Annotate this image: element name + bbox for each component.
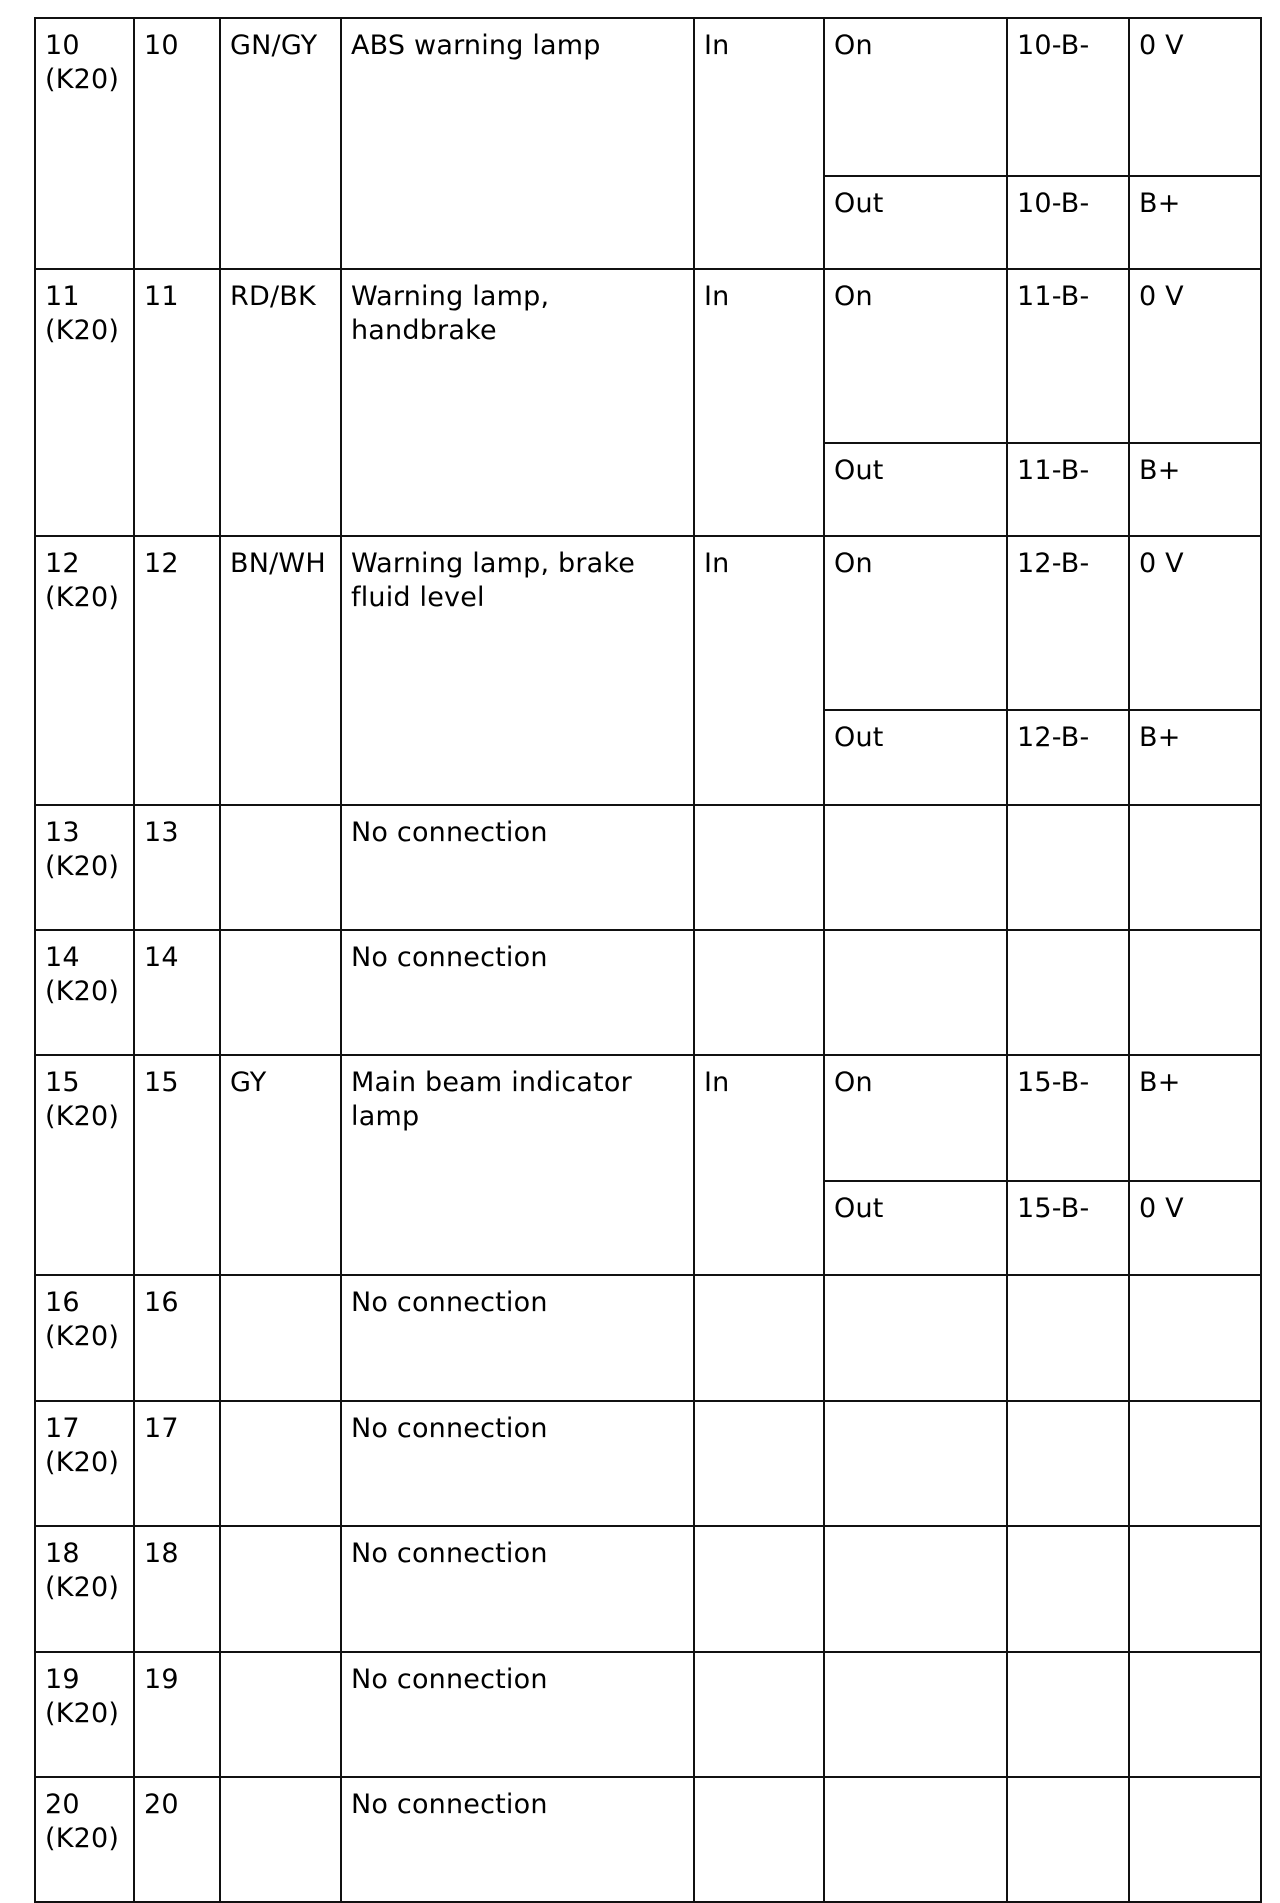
pin-table-body: [35, 18, 1261, 1902]
measurement-cell: [1007, 443, 1129, 536]
state-cell: [824, 176, 1007, 269]
value-cell: [1129, 805, 1261, 930]
description-cell: [341, 1401, 694, 1526]
value-cell: [1129, 1526, 1261, 1652]
measurement-cell-text: 15-B-: [1017, 1193, 1090, 1224]
pin-number-cell: [35, 269, 134, 536]
description-cell-text: No connection: [351, 1664, 548, 1695]
value-cell: [1129, 1777, 1261, 1902]
measurement-cell: [1007, 710, 1129, 805]
wire-colour-cell: [220, 1401, 341, 1526]
wire-colour-cell-text: GY: [230, 1067, 267, 1098]
cavity-cell: [134, 805, 220, 930]
direction-cell: [694, 536, 824, 805]
cavity-cell: [134, 1401, 220, 1526]
wire-colour-cell-text: RD/BK: [230, 281, 316, 312]
pin-number-cell-text: 13 (K20): [45, 817, 120, 882]
value-cell: [1129, 930, 1261, 1055]
wire-colour-cell: [220, 536, 341, 805]
description-cell: [341, 1526, 694, 1652]
direction-cell: [694, 269, 824, 536]
value-cell: [1129, 443, 1261, 536]
cavity-cell-text: 10: [144, 30, 179, 61]
description-cell-text: Warning lamp, handbrake: [351, 281, 550, 346]
description-cell-text: ABS warning lamp: [351, 30, 601, 61]
cavity-cell-text: 16: [144, 1287, 179, 1318]
cavity-cell-text: 13: [144, 817, 179, 848]
pin-number-cell-text: 14 (K20): [45, 942, 120, 1007]
pin-number-cell-text: 15 (K20): [45, 1067, 120, 1132]
wire-colour-cell: [220, 1055, 341, 1275]
pin-number-cell-text: 10 (K20): [45, 30, 120, 95]
measurement-cell-text: 12-B-: [1017, 548, 1090, 579]
cavity-cell-text: 14: [144, 942, 179, 973]
pin-number-cell: [35, 805, 134, 930]
value-cell: [1129, 18, 1261, 176]
state-cell: [824, 269, 1007, 443]
description-cell: [341, 536, 694, 805]
measurement-cell: [1007, 1401, 1129, 1526]
pin-number-cell-text: 11 (K20): [45, 281, 120, 346]
pin-number-cell: [35, 1652, 134, 1777]
direction-cell: [694, 18, 824, 269]
value-cell-text: B+: [1139, 455, 1181, 486]
direction-cell: [694, 1055, 824, 1275]
state-cell-text: Out: [834, 1193, 884, 1224]
cavity-cell: [134, 1526, 220, 1652]
value-cell: [1129, 1652, 1261, 1777]
measurement-cell-text: 12-B-: [1017, 722, 1090, 753]
table-row: [35, 930, 1261, 1055]
wire-colour-cell: [220, 1652, 341, 1777]
value-cell-text: B+: [1139, 1067, 1181, 1098]
value-cell-text: 0 V: [1139, 548, 1184, 579]
value-cell-text: 0 V: [1139, 30, 1184, 61]
description-cell: [341, 18, 694, 269]
value-cell: [1129, 536, 1261, 710]
description-cell-text: No connection: [351, 1413, 548, 1444]
state-cell-text: Out: [834, 722, 884, 753]
state-cell-text: On: [834, 281, 873, 312]
state-cell: [824, 1777, 1007, 1902]
wire-colour-cell: [220, 805, 341, 930]
measurement-cell: [1007, 176, 1129, 269]
cavity-cell: [134, 1055, 220, 1275]
description-cell: [341, 269, 694, 536]
description-cell-text: Warning lamp, brake fluid level: [351, 548, 636, 613]
measurement-cell: [1007, 536, 1129, 710]
state-cell: [824, 1275, 1007, 1401]
state-cell-text: Out: [834, 455, 884, 486]
value-cell: [1129, 1275, 1261, 1401]
wire-colour-cell: [220, 269, 341, 536]
value-cell: [1129, 1055, 1261, 1181]
description-cell: [341, 930, 694, 1055]
direction-cell-text: In: [704, 281, 730, 312]
value-cell-text: B+: [1139, 188, 1181, 219]
pin-number-cell: [35, 1275, 134, 1401]
state-cell: [824, 710, 1007, 805]
cavity-cell-text: 12: [144, 548, 179, 579]
table-row: [35, 269, 1261, 443]
table-row: [35, 536, 1261, 710]
measurement-cell: [1007, 1275, 1129, 1401]
measurement-cell: [1007, 1181, 1129, 1275]
direction-cell: [694, 805, 824, 930]
wire-colour-cell: [220, 930, 341, 1055]
pin-number-cell: [35, 1055, 134, 1275]
table-row: [35, 1652, 1261, 1777]
pin-table-sheet: [34, 17, 1262, 1903]
pin-number-cell: [35, 930, 134, 1055]
wire-colour-cell-text: GN/GY: [230, 30, 318, 61]
value-cell-text: 0 V: [1139, 1193, 1184, 1224]
cavity-cell: [134, 1777, 220, 1902]
description-cell: [341, 1055, 694, 1275]
measurement-cell: [1007, 1055, 1129, 1181]
cavity-cell-text: 18: [144, 1538, 179, 1569]
cavity-cell: [134, 930, 220, 1055]
direction-cell-text: In: [704, 548, 730, 579]
description-cell-text: No connection: [351, 817, 548, 848]
wire-colour-cell: [220, 1275, 341, 1401]
pin-number-cell-text: 16 (K20): [45, 1287, 120, 1352]
wire-colour-cell: [220, 1777, 341, 1902]
description-cell: [341, 805, 694, 930]
measurement-cell: [1007, 269, 1129, 443]
state-cell-text: On: [834, 1067, 873, 1098]
state-cell: [824, 1652, 1007, 1777]
pin-number-cell-text: 17 (K20): [45, 1413, 120, 1478]
state-cell: [824, 18, 1007, 176]
direction-cell-text: In: [704, 30, 730, 61]
measurement-cell: [1007, 18, 1129, 176]
measurement-cell-text: 11-B-: [1017, 281, 1090, 312]
table-row: [35, 805, 1261, 930]
description-cell-text: No connection: [351, 1287, 548, 1318]
table-row: [35, 1275, 1261, 1401]
direction-cell: [694, 1401, 824, 1526]
table-row: [35, 1777, 1261, 1902]
wire-colour-cell: [220, 1526, 341, 1652]
state-cell-text: On: [834, 548, 873, 579]
value-cell: [1129, 710, 1261, 805]
measurement-cell: [1007, 930, 1129, 1055]
direction-cell: [694, 1777, 824, 1902]
measurement-cell-text: 10-B-: [1017, 188, 1090, 219]
value-cell-text: B+: [1139, 722, 1181, 753]
table-row: [35, 1401, 1261, 1526]
measurement-cell-text: 11-B-: [1017, 455, 1090, 486]
state-cell-text: On: [834, 30, 873, 61]
table-row: [35, 1055, 1261, 1181]
pin-number-cell: [35, 536, 134, 805]
direction-cell-text: In: [704, 1067, 730, 1098]
description-cell-text: No connection: [351, 1789, 548, 1820]
value-cell: [1129, 269, 1261, 443]
direction-cell: [694, 1275, 824, 1401]
measurement-cell: [1007, 1652, 1129, 1777]
pin-number-cell: [35, 1526, 134, 1652]
description-cell: [341, 1777, 694, 1902]
table-row: [35, 18, 1261, 176]
state-cell: [824, 1055, 1007, 1181]
cavity-cell-text: 15: [144, 1067, 179, 1098]
description-cell: [341, 1652, 694, 1777]
cavity-cell-text: 20: [144, 1789, 179, 1820]
wire-colour-cell: [220, 18, 341, 269]
cavity-cell: [134, 18, 220, 269]
cavity-cell: [134, 269, 220, 536]
cavity-cell: [134, 1652, 220, 1777]
direction-cell: [694, 930, 824, 1055]
state-cell: [824, 1526, 1007, 1652]
measurement-cell-text: 10-B-: [1017, 30, 1090, 61]
cavity-cell-text: 17: [144, 1413, 179, 1444]
pin-number-cell-text: 19 (K20): [45, 1664, 120, 1729]
description-cell-text: Main beam indicator lamp: [351, 1067, 632, 1132]
measurement-cell: [1007, 1777, 1129, 1902]
state-cell: [824, 536, 1007, 710]
state-cell: [824, 805, 1007, 930]
value-cell-text: 0 V: [1139, 281, 1184, 312]
measurement-cell: [1007, 805, 1129, 930]
state-cell: [824, 930, 1007, 1055]
pin-assignment-table: [34, 17, 1262, 1903]
state-cell: [824, 1181, 1007, 1275]
value-cell: [1129, 1181, 1261, 1275]
state-cell: [824, 443, 1007, 536]
cavity-cell: [134, 1275, 220, 1401]
value-cell: [1129, 176, 1261, 269]
description-cell-text: No connection: [351, 1538, 548, 1569]
cavity-cell-text: 19: [144, 1664, 179, 1695]
state-cell: [824, 1401, 1007, 1526]
pin-number-cell-text: 20 (K20): [45, 1789, 120, 1854]
wire-colour-cell-text: BN/WH: [230, 548, 326, 579]
value-cell: [1129, 1401, 1261, 1526]
pin-number-cell-text: 18 (K20): [45, 1538, 120, 1603]
pin-number-cell-text: 12 (K20): [45, 548, 120, 613]
state-cell-text: Out: [834, 188, 884, 219]
pin-number-cell: [35, 1777, 134, 1902]
description-cell: [341, 1275, 694, 1401]
measurement-cell: [1007, 1526, 1129, 1652]
direction-cell: [694, 1526, 824, 1652]
cavity-cell: [134, 536, 220, 805]
cavity-cell-text: 11: [144, 281, 179, 312]
table-row: [35, 1526, 1261, 1652]
pin-number-cell: [35, 1401, 134, 1526]
description-cell-text: No connection: [351, 942, 548, 973]
direction-cell: [694, 1652, 824, 1777]
measurement-cell-text: 15-B-: [1017, 1067, 1090, 1098]
pin-number-cell: [35, 18, 134, 269]
